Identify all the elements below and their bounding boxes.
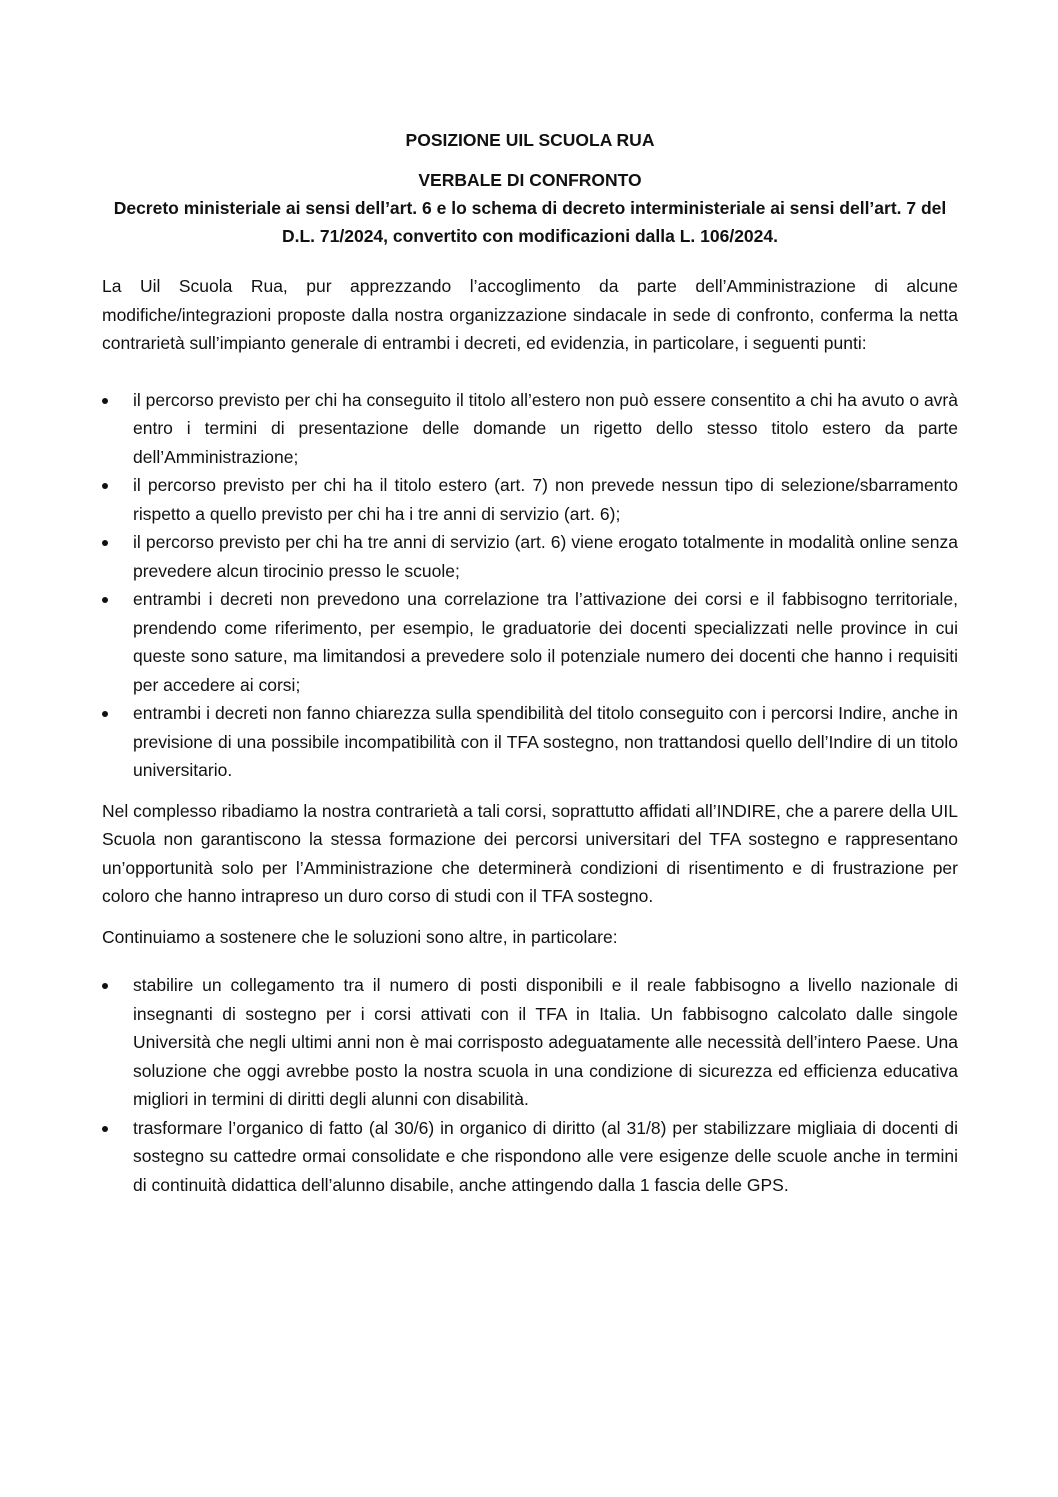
list-item [102, 471, 958, 528]
bullet-icon [102, 711, 108, 717]
list-item [102, 386, 958, 472]
points-list [102, 386, 958, 785]
document-subject: Decreto ministeriale ai sensi dell’art. 6 e lo schema di decreto interministeriale ai sensi dell’art. 7 del D.L. 71/2024, convertito con modificazioni dalla L. 106/2024. [113, 198, 947, 246]
solutions-intro-paragraph: Continuiamo a sostenere che le soluzioni sono altre, in particolare: [102, 926, 618, 947]
list-item-text: il percorso previsto per chi ha tre anni di servizio (art. 6) viene erogato totalmente in modalità online senza prevedere alcun tirocinio presso le scuole; [133, 532, 958, 581]
document-subheading: VERBALE DI CONFRONTO [418, 170, 642, 190]
solutions-list [102, 971, 958, 1199]
summary-paragraph: Nel complesso ribadiamo la nostra contrarietà a tali corsi, soprattutto affidati all’INDIRE, che a parere della UIL Scuola non garantiscono la stessa formazione dei percorsi universitari del TFA sostegno e rappresentano un’opportunità solo per l’Amministrazione che determinerà condizioni di risentimento e di frustrazione per coloro che hanno intrapreso un duro corso di studi con il TFA sostegno. [102, 800, 958, 906]
list-item [102, 528, 958, 585]
list-item-text: il percorso previsto per chi ha conseguito il titolo all’estero non può essere consentito a chi ha avuto o avrà entro i termini di presentazione delle domande un rigetto dello stesso titolo estero da parte dell’Amministrazione; [133, 389, 958, 467]
list-item-text: il percorso previsto per chi ha il titolo estero (art. 7) non prevede nessun tipo di selezione/sbarramento rispetto a quello previsto per chi ha i tre anni di servizio (art. 6); [133, 475, 958, 524]
bullet-icon [102, 1126, 108, 1132]
document-heading: POSIZIONE UIL SCUOLA RUA [405, 130, 655, 150]
intro-paragraph: La Uil Scuola Rua, pur apprezzando l’accoglimento da parte dell’Amministrazione di alcune modifiche/integrazioni proposte dalla nostra organizzazione sindacale in sede di confronto, conferma la netta contrarietà sull’impianto generale di entrambi i decreti, ed evidenzia, in particolare, i seguenti punti: [102, 276, 958, 353]
bullet-icon [102, 398, 108, 404]
bullet-icon [102, 597, 108, 603]
document-page [102, 128, 958, 1199]
bullet-icon [102, 983, 108, 989]
list-item [102, 971, 958, 1114]
list-item-text: entrambi i decreti non prevedono una correlazione tra l’attivazione dei corsi e il fabbisogno territoriale, prendendo come riferimento, per esempio, le graduatorie dei docenti specializzati nelle province in cui queste sono sature, ma limitandosi a prevedere solo il potenziale numero dei docenti che hanno i requisiti per accedere ai corsi; [133, 589, 958, 695]
bullet-icon [102, 483, 108, 489]
bullet-icon [102, 540, 108, 546]
list-item-text: stabilire un collegamento tra il numero di posti disponibili e il reale fabbisogno a livello nazionale di insegnanti di sostegno per i corsi attivati con il TFA in Italia. Un fabbisogno calcolato dalle singole Università che negli ultimi anni non è mai corrisposto adeguatamente alle necessità dell’intero Paese. Una soluzione che oggi avrebbe posto la nostra scuola in una condizione di sicurezza ed efficienza educativa migliori in termini di diritti degli alunni con disabilità. [133, 975, 958, 1109]
list-item [102, 585, 958, 699]
list-item [102, 1114, 958, 1200]
list-item [102, 699, 958, 785]
list-item-text: trasformare l’organico di fatto (al 30/6) in organico di diritto (al 31/8) per stabilizzare migliaia di docenti di sostegno su cattedre ormai consolidate e che rispondono alle vere esigenze delle scuole anche in termini di continuità didattica dell’alunno disabile, anche attingendo dalla 1 fascia delle GPS. [133, 1117, 958, 1195]
list-item-text: entrambi i decreti non fanno chiarezza sulla spendibilità del titolo conseguito con i percorsi Indire, anche in previsione di una possibile incompatibilità con il TFA sostegno, non trattandosi quello dell’Indire di un titolo universitario. [133, 703, 958, 780]
